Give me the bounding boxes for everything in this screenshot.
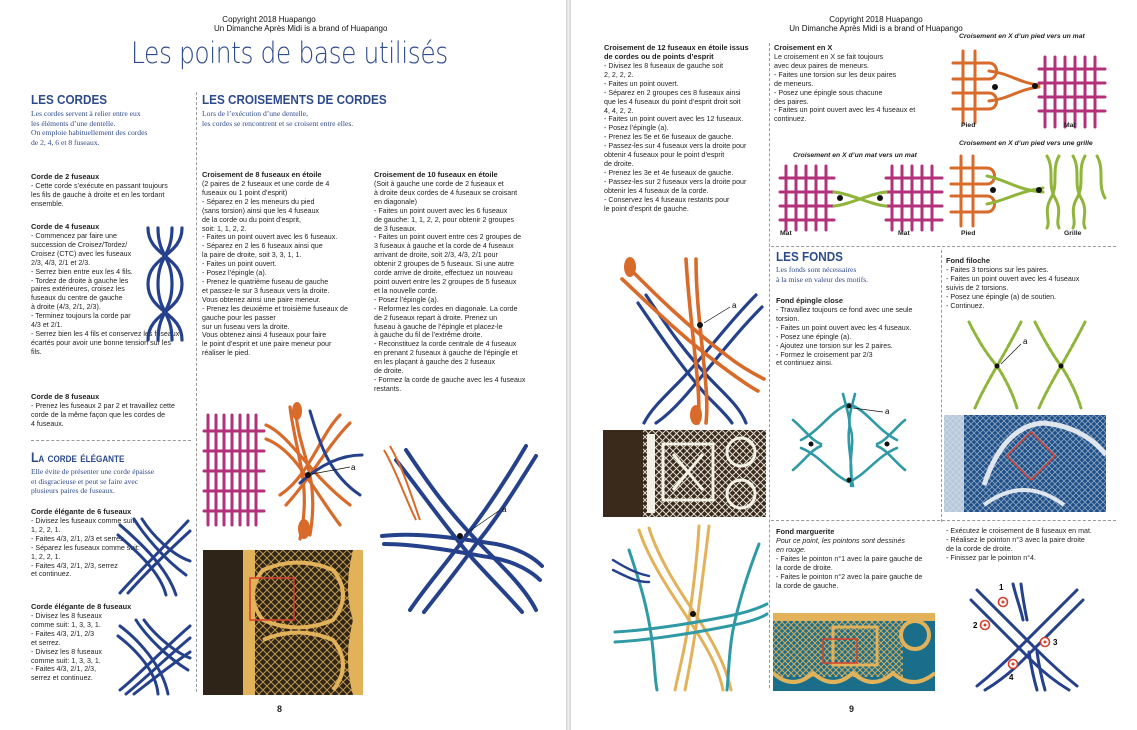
text-line: gauche pour les passer [202, 313, 276, 322]
bobbin [292, 402, 302, 420]
croisement-x-block [774, 43, 949, 124]
section-heading: La corde élégante [31, 450, 125, 465]
text-line: et passez-le sur 3 fuseaux vers la droite. [202, 286, 330, 295]
text-line: de 2 fuseaux repart à droite. Prenez un [374, 313, 498, 322]
column-divider [941, 250, 942, 522]
caption: Croisement en X d’un mat vers un mat [793, 152, 917, 159]
text-line: soit: 1, 1, 2, 2. [202, 224, 247, 233]
pin-marker [1036, 187, 1042, 193]
text-line: arrivant de droite, soit 2/3, 4/3, 2/1 pour [374, 251, 498, 260]
lace-photo [773, 613, 935, 691]
text-line: torsion. [776, 314, 800, 323]
text-line: corde de la même façon que les cordes de [31, 410, 166, 419]
text-line: - Faites un point ouvert avec les 6 fuseaux [374, 206, 508, 215]
lace-photo [603, 430, 766, 517]
text-line: - Faites 4/3, 2/1, 2/3, [31, 665, 97, 674]
pointon-number: 3 [1053, 638, 1058, 647]
pin-marker [690, 611, 696, 617]
text-line: - Prenez les 3e et 4e fuseaux de gauche. [604, 168, 734, 177]
text-line: à gauche du fil de l’extrême droite. [374, 331, 483, 340]
lace-photo [944, 415, 1106, 512]
text-line: - Faites un point ouvert avec les 4 fuseaux et [774, 106, 916, 115]
text-line: - Conservez les 4 fuseaux restants pour [604, 195, 730, 204]
subheading: Croisement de 10 fuseaux en étoile [374, 170, 498, 179]
section-heading: LES CORDES [31, 92, 108, 107]
copyright-line: Copyright 2018 Huapango [222, 15, 316, 24]
text-line: Croisez (CTC) avec les fuseaux [31, 249, 132, 258]
text-line: - Formez la corde de gauche avec les 4 fuseaux [374, 375, 526, 384]
text-line: - Faites un point ouvert avec les 4 fuseaux. [776, 323, 912, 332]
pointon-number: 2 [973, 621, 978, 630]
copyright-line: Un Dimanche Après Midi is a brand of Huapango [214, 24, 388, 33]
text-line: 4 fuseaux. [31, 419, 64, 428]
text-line: - Continuez. [946, 301, 985, 310]
text-line: obtenir 2 groupes de 5 fuseaux. Si une autre [374, 260, 515, 269]
elegante-section [31, 450, 196, 496]
bobbin [690, 405, 702, 425]
page-title: Les points de base utilisés [131, 36, 448, 70]
text-line: comme suit: 1, 3, 3, 1. [31, 656, 101, 665]
pointon-number: 1 [999, 583, 1004, 592]
fond-filoche-block [946, 256, 1116, 311]
text-line: à droite deux cordes de 4 fuseaux se croisant [374, 188, 518, 197]
text-line: - Faites 4/3, 2/1, 2/3 et serrez. [31, 534, 126, 543]
intro-line: Les fonds sont nécessaires [776, 265, 857, 274]
text-line: et la nouvelle corde. [374, 286, 438, 295]
text-line: - Formez le croisement par 2/3 [776, 350, 873, 359]
croisement-8-diagram [200, 395, 365, 545]
mat-mat-diagram [776, 160, 951, 235]
text-line: - Reformez les cordes en diagonale. La corde [374, 304, 518, 313]
text-line: que les 4 fuseaux du point d’esprit droit soit [604, 97, 741, 106]
text-line: en les plaçant à gauche des 2 fuseaux [374, 358, 496, 367]
corde-4-diagram [142, 226, 190, 344]
subheading [604, 43, 764, 61]
text-line: Vous obtenez ainsi une paire meneur. [202, 295, 321, 304]
left-page [0, 0, 566, 730]
text-line: des paires. [774, 97, 809, 106]
text-line: fuseaux du centre de gauche [31, 294, 123, 303]
subheading-line: de cordes ou de points d’esprit [604, 52, 714, 61]
marguerite-numbered-diagram [967, 580, 1087, 692]
text-line: corde arrive de droite, effectuez un nouveau [374, 269, 513, 278]
pin-marker [837, 195, 843, 201]
text-line: 4/3 et 2/1. [31, 321, 63, 330]
text-line: - Faites un point ouvert. [202, 260, 277, 269]
intro-line: les éléments d’une dentelle. [31, 118, 116, 128]
text-line: de droite. [604, 159, 634, 168]
fond-epingle-diagram [791, 390, 921, 490]
text-line: les fils de gauche à droite et en les tordant [31, 190, 165, 199]
text-line: - Faites un point ouvert avec les 6 fuseaux. [202, 233, 338, 242]
text-line: - Divisez les 8 fuseaux [31, 612, 102, 620]
text-line: 2, 2, 2, 2. [604, 70, 634, 79]
text-line: - Faites un point ouvert entre ces 2 groupes de [374, 233, 522, 242]
label-a: a [732, 301, 737, 310]
pin-marker [847, 404, 852, 409]
bobbin [298, 519, 310, 539]
text-line: - Posez une épingle (a) de soutien. [946, 292, 1057, 301]
text-line: fils. [31, 347, 42, 356]
subheading: Corde de 8 fuseaux [31, 392, 100, 401]
text-line: en diagonale) [374, 197, 417, 206]
text-line: écartés pour avoir une bonne tension sur les [31, 338, 171, 347]
text-line: - Serrez bien les 4 fils et conservez les fuseaux [31, 329, 180, 338]
text-line: 1, 2, 2, 1. [31, 552, 61, 561]
copyright-line: Copyright 2018 Huapango [829, 15, 923, 24]
text-line: succession de Croisez/Tordez/ [31, 240, 128, 249]
text-line: de droite. [374, 367, 404, 376]
croisement-8-block [202, 170, 370, 358]
text-line: - Tordez de droite à gauche les [31, 276, 129, 285]
label-pied: Pied [961, 122, 976, 129]
text-line: en rouge. [776, 545, 806, 554]
label-a: a [351, 463, 356, 472]
intro-line: les cordes se rencontrent et se croisent entre elles. [202, 118, 354, 128]
intro-line: de 2, 4, 6 et 8 fuseaux. [31, 137, 100, 147]
pin-marker [847, 478, 852, 483]
label-pied: Pied [961, 230, 976, 237]
text-line: (2 paires de 2 fuseaux et une corde de 4 [202, 180, 330, 188]
text-line: - Faites une torsion sur les deux paires [774, 70, 897, 79]
text-line: fuseaux ou 1 point d’esprit) [202, 188, 288, 197]
text-line: ensemble. [31, 199, 64, 208]
label-a: a [1023, 337, 1028, 346]
column-divider [196, 92, 197, 692]
fond-epingle-block [776, 296, 946, 368]
pin-marker [697, 322, 703, 328]
elegante-8-diagram [116, 618, 192, 696]
text-line: 1, 2, 2, 1. [31, 525, 61, 534]
divider [771, 520, 1116, 521]
right-page [571, 0, 1137, 730]
subheading: Croisement de 8 fuseaux en étoile [202, 170, 322, 179]
fond-marguerite-block [776, 527, 946, 590]
text-line: - Travaillez toujours ce fond avec une seule [776, 306, 913, 314]
text-line: - Faites 4/3, 2/1, 2/3, serrez [31, 561, 118, 570]
section-intro [776, 265, 946, 284]
text-line: de 3 fuseaux. [374, 224, 417, 233]
text-line: - Posez l’épingle (a). [374, 295, 439, 304]
section-intro [31, 467, 196, 496]
elegante-6-diagram [116, 515, 192, 597]
text-line: le point d’esprit de gauche. [604, 204, 689, 213]
text-line: - Divisez les 8 fuseaux [31, 647, 102, 656]
fond-marguerite-steps [946, 527, 1116, 563]
caption: Croisement en X d’un pied vers un mat [959, 33, 1085, 40]
text-line: de la corde ou du point d’esprit, [202, 215, 301, 224]
text-line: obtenir 4 fuseaux pour le point d’esprit [604, 151, 725, 160]
text-line: - Faites 3 torsions sur les paires. [946, 266, 1049, 274]
text-line: - Réalisez le pointon n°3 avec la paire droite [946, 535, 1085, 544]
text-line: restants. [374, 384, 402, 393]
subheading: Corde de 4 fuseaux [31, 222, 100, 231]
text-line: de la corde de droite. [946, 544, 1013, 553]
intro-line: On emploie habituellement des cordes [31, 128, 148, 138]
text-line: - Serrez bien entre eux les 4 fils. [31, 267, 133, 276]
pin-marker [877, 195, 883, 201]
text-line: - Finissez par le pointon n°4. [946, 553, 1036, 562]
subheading: Fond marguerite [776, 527, 835, 536]
subheading: Fond filoche [946, 256, 990, 265]
text-line: - Posez l’épingle (a). [604, 124, 669, 133]
section-intro [202, 109, 532, 128]
croisement-10-block [374, 170, 544, 394]
subheading: Corde élégante de 8 fuseaux [31, 602, 132, 611]
text-line: - Passez-les sur 4 fuseaux vers la droite pour [604, 142, 747, 151]
pied-mat-diagram [949, 43, 1109, 133]
pin-marker [1059, 364, 1064, 369]
text-line: (sans torsion) ainsi que les 4 fuseaux [202, 206, 320, 215]
cordes-section [31, 92, 191, 147]
text-line: - Cette corde s’exécute en passant toujours [31, 182, 168, 190]
text-line: réaliser le pied. [202, 349, 251, 358]
text-line: - Séparez en 2 les 6 fuseaux ainsi que [202, 242, 323, 251]
intro-line: à la mise en valeur des motifs. [776, 274, 869, 284]
fond-filoche-diagram [961, 318, 1091, 410]
pin-marker [809, 442, 814, 447]
text-line: - Posez une épingle (a). [776, 332, 852, 341]
text-line: Le croisement en X se fait toujours [774, 53, 884, 61]
section-heading: LES CROISEMENTS DE CORDES [202, 92, 387, 107]
text-line: et continuez. [31, 570, 72, 579]
croisements-section [202, 92, 532, 128]
text-line: - Prenez les deuxième et troisième fuseaux de [202, 304, 348, 313]
text-line: fuseau à gauche de l’épingle et placez-le [374, 322, 503, 331]
pointon-number: 4 [1009, 673, 1014, 682]
text-line: - Séparez en 2 les meneurs du pied [202, 197, 315, 206]
croisement-10-diagram [376, 440, 546, 615]
text-line: - Commencez par faire une [31, 232, 117, 240]
corde-8-block [31, 392, 191, 429]
bobbin [624, 257, 636, 277]
column-divider [769, 43, 770, 688]
text-line: (Soit à gauche une corde de 2 fuseaux et [374, 180, 504, 188]
text-line: avec deux paires de meneurs. [774, 61, 870, 70]
text-line: paires extérieures, croisez les [31, 285, 125, 294]
label-mat: Mat [1064, 122, 1076, 129]
text-line: la corde de gauche. [776, 581, 839, 590]
label-a: a [885, 407, 890, 416]
text-line: - Posez l’épingle (a). [202, 269, 267, 278]
page-number: 8 [277, 704, 283, 714]
label-mat: Mat [898, 230, 910, 237]
text-line: - Exécutez le croisement de 8 fuseaux en mat. [946, 527, 1092, 535]
pied-grille-diagram [947, 150, 1111, 230]
subheading-line: Croisement de 12 fuseaux en étoile issus [604, 43, 749, 52]
text-line: serrez et continuez. [31, 674, 93, 683]
pin-marker [305, 472, 311, 478]
text-line: - Prenez le quatrième fuseau de gauche [202, 277, 329, 286]
intro-line: Lors de l’exécution d’une dentelle, [202, 109, 309, 118]
text-line: - Posez une épingle sous chacune [774, 88, 883, 97]
intro-line: plusieurs paires de fuseaux. [31, 486, 115, 496]
text-line: 2/3, 4/3, 2/1 et 2/3. [31, 258, 91, 267]
text-line: - Séparez les fuseaux comme suit: [31, 543, 140, 552]
text-line: continuez. [774, 115, 807, 124]
text-line: - Divisez les fuseaux comme suit: [31, 517, 137, 525]
text-line: 3 fuseaux à gauche et la corde de 4 fuseaux [374, 242, 514, 251]
text-line: Vous obtenez ainsi 4 fuseaux pour faire [202, 331, 327, 340]
text-line: en prenant 2 fuseaux à gauche de l’épingle et [374, 349, 518, 358]
text-line: - Ajoutez une torsion sur les 2 paires. [776, 341, 893, 350]
text-line: - Faites un point ouvert avec les 12 fuseaux. [604, 115, 744, 124]
text-line: - Séparez en 2 groupes ces 8 fuseaux ainsi [604, 88, 741, 97]
copyright-line: Un Dimanche Après Midi is a brand of Huapango [789, 24, 963, 33]
croisement-12-diagram [616, 255, 766, 425]
text-line: - Prenez les fuseaux 2 par 2 et travaillez cette [31, 402, 175, 410]
label-a: a [502, 505, 507, 514]
intro-line: Elle évite de présenter une corde épaisse [31, 467, 155, 476]
copyright-right [786, 15, 966, 33]
text-line: - Reconstituez la corde centrale de 4 fuseaux [374, 340, 517, 349]
divider [771, 246, 1116, 247]
pin-marker [457, 533, 463, 539]
text-line: de meneurs. [774, 79, 814, 88]
pin-marker [995, 364, 1000, 369]
text-line: sur un fuseau vers la droite. [202, 322, 290, 331]
pin-marker [885, 442, 890, 447]
text-line: de gauche: 1, 1, 2, 2, pour obtenir 2 groupes [374, 215, 515, 224]
pin-marker [990, 187, 996, 193]
section-intro [31, 109, 191, 147]
corde-2-block [31, 172, 191, 209]
subheading: Corde élégante de 6 fuseaux [31, 507, 132, 516]
text-line: la corde de droite. [776, 563, 833, 572]
text-line: - Faites le pointon n°1 avec la paire gauche de [776, 554, 923, 563]
section-heading: LES FONDS [776, 249, 843, 264]
text-line: - Terminez toujours la corde par [31, 312, 131, 321]
text-line: - Faites un point ouvert. [604, 79, 679, 88]
text-line: la paire de droite, soit 3, 3, 1, 1. [202, 251, 302, 260]
text-line: comme suit: 1, 3, 3, 1. [31, 620, 101, 629]
text-line: 4, 4, 2, 2. [604, 106, 634, 115]
text-line: à droite (4/3, 2/1, 2/3). [31, 303, 101, 312]
text-line: point ouvert entre les 2 groupes de 5 fuseaux [374, 277, 517, 286]
text-line: - Faites le pointon n°2 avec la paire gauche de [776, 572, 923, 581]
text-line: Pour ce point, les pointons sont dessinés [776, 537, 905, 545]
pin-marker [1032, 83, 1038, 89]
divider [31, 440, 191, 441]
copyright-left [214, 15, 388, 33]
text-line: - Faites 4/3, 2/1, 2/3 [31, 629, 95, 638]
label-grille: Grille [1064, 230, 1082, 237]
lace-photo [203, 550, 363, 695]
label-mat: Mat [780, 230, 792, 237]
text-line: - Prenez les 5e et 6e fuseaux de gauche. [604, 133, 734, 142]
text-line: suivis de 2 torsions. [946, 283, 1009, 292]
intro-line: et disgracieuse et peut se faire avec [31, 476, 139, 486]
text-line: et continuez ainsi. [776, 359, 833, 368]
text-line: - Faites un point ouvert avec les 4 fuseaux [946, 274, 1080, 283]
text-line: - Divisez les 8 fuseaux de gauche soit [604, 62, 724, 70]
croisement-12-block [604, 43, 764, 213]
caption: Croisement en X d’un pied vers une grille [959, 140, 1093, 147]
page-number: 9 [849, 704, 855, 714]
text-line: et serrez. [31, 638, 61, 647]
intro-line: Les cordes servent à relier entre eux [31, 109, 141, 118]
text-line: le point d’esprit et une paire meneur pour [202, 340, 332, 349]
marguerite-diagram [609, 520, 769, 692]
fonds-section [776, 249, 946, 284]
subheading: Fond épingle close [776, 296, 843, 305]
text-line: - Passez-les sur 2 fuseaux vers la droite pour [604, 177, 747, 186]
pin-marker [992, 84, 998, 90]
text-line: obtenir les 4 fuseaux de la corde. [604, 186, 709, 195]
subheading: Corde de 2 fuseaux [31, 172, 100, 181]
subheading: Croisement en X [774, 43, 833, 52]
